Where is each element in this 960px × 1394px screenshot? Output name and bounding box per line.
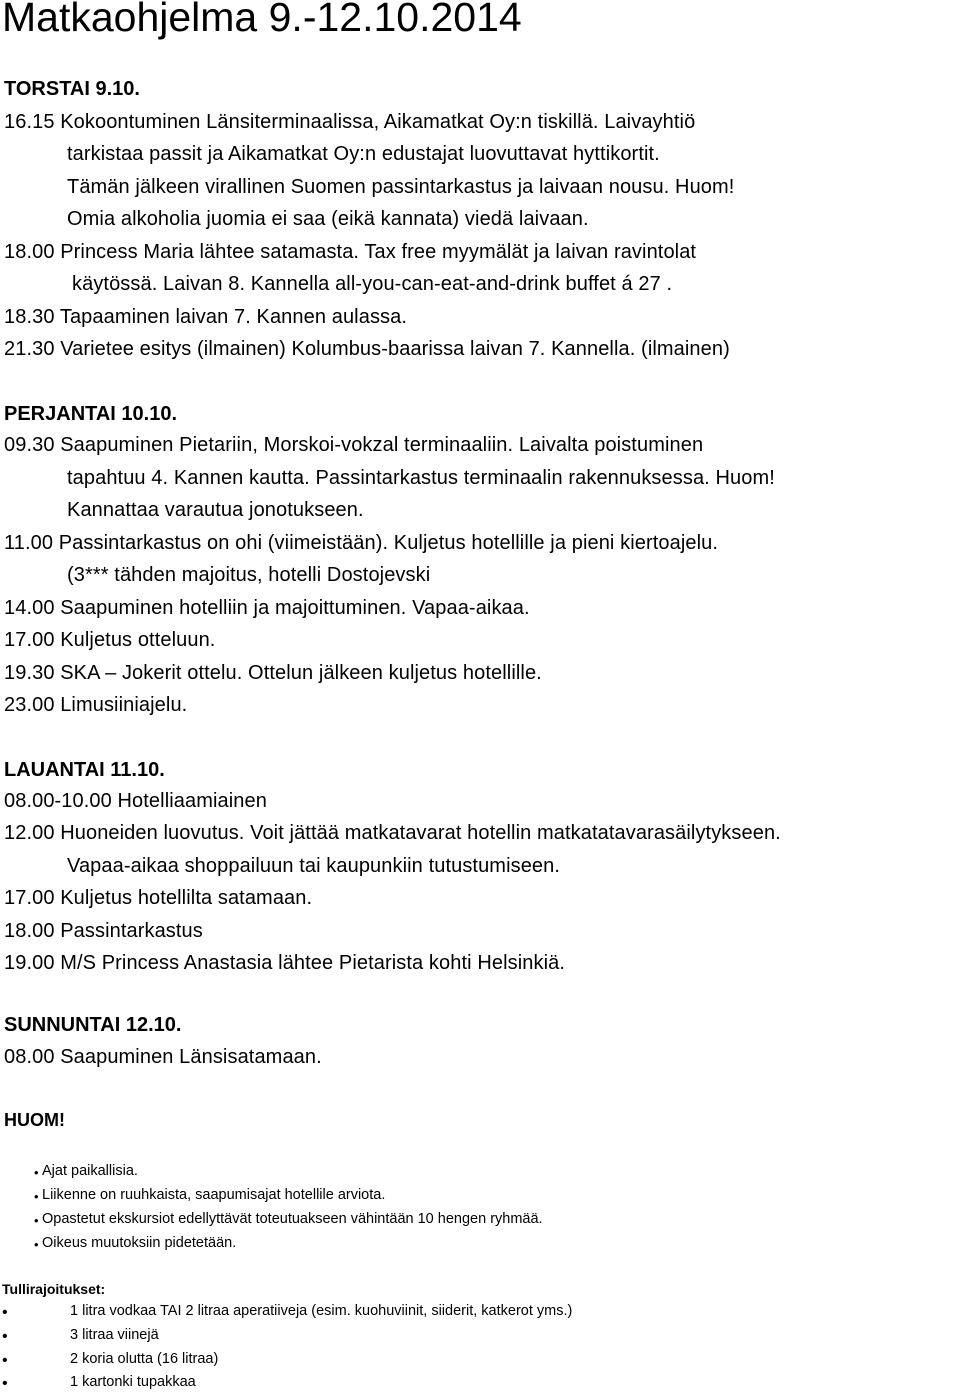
schedule-line: 11.00 Passintarkastus on ohi (viimeistään). Kuljetus hotellille ja pieni kiertoajelu. <box>4 532 719 554</box>
schedule-line: 17.00 Kuljetus otteluun. <box>4 629 216 651</box>
bullet-icon: • <box>2 1352 8 1369</box>
schedule-line: 19.00 M/S Princess Anastasia lähtee Pietarista kohti Helsinkiä. <box>4 952 566 974</box>
bullet-icon: • <box>2 1304 8 1321</box>
note-text: Opastetut ekskursiot edellyttävät toteutuakseen vähintään 10 hengen ryhmää. <box>42 1211 543 1227</box>
note-text: Ajat paikallisia. <box>42 1163 138 1179</box>
bullet-icon: • <box>2 1375 8 1392</box>
schedule-line: Tämän jälkeen virallinen Suomen passintarkastus ja laivaan nousu. Huom! <box>67 176 735 198</box>
schedule-line: 08.00 Saapuminen Länsisatamaan. <box>4 1046 322 1068</box>
day-heading-sunday: SUNNUNTAI 12.10. <box>4 1014 182 1036</box>
schedule-line: 18.30 Tapaaminen laivan 7. Kannen aulassa. <box>4 306 408 328</box>
day-heading-thursday: TORSTAI 9.10. <box>4 78 140 100</box>
schedule-line: 09.30 Saapuminen Pietariin, Morskoi-vokzal terminaaliin. Laivalta poistuminen <box>4 434 704 456</box>
schedule-line: 17.00 Kuljetus hotellilta satamaan. <box>4 887 313 909</box>
schedule-line: (3*** tähden majoitus, hotelli Dostojevski <box>67 564 431 586</box>
schedule-line: 08.00-10.00 Hotelliaamiainen <box>4 790 267 812</box>
schedule-line: 12.00 Huoneiden luovutus. Voit jättää matkatavarat hotellin matkatatavarasäilytykseen. <box>4 822 781 844</box>
day-heading-friday: PERJANTAI 10.10. <box>4 403 178 425</box>
schedule-line: 18.00 Princess Maria lähtee satamasta. Tax free myymälät ja laivan ravintolat <box>4 241 697 263</box>
bullet-icon: • <box>34 1165 39 1180</box>
schedule-line: Vapaa-aikaa shoppailuun tai kaupunkiin tutustumiseen. <box>67 855 561 877</box>
customs-text: 2 koria olutta (16 litraa) <box>70 1351 219 1367</box>
customs-text: 1 kartonki tupakkaa <box>70 1374 196 1390</box>
schedule-line: 21.30 Varietee esitys (ilmainen) Kolumbus-baarissa laivan 7. Kannella. (ilmainen) <box>4 338 730 360</box>
bullet-icon: • <box>34 1213 39 1228</box>
schedule-line: Omia alkoholia juomia ei saa (eikä kannata) viedä laivaan. <box>67 208 589 230</box>
page-title: Matkaohjelma 9.-12.10.2014 <box>2 0 522 40</box>
schedule-line: tarkistaa passit ja Aikamatkat Oy:n edustajat luovuttavat hyttikortit. <box>67 143 660 165</box>
bullet-icon: • <box>2 1328 8 1345</box>
schedule-line: Kannattaa varautua jonotukseen. <box>67 499 364 521</box>
schedule-line: käytössä. Laivan 8. Kannella all-you-can-eat-and-drink buffet á 27 . <box>72 273 673 295</box>
customs-text: 1 litra vodkaa TAI 2 litraa aperatiiveja (esim. kuohuviinit, siiderit, katkerot yms.) <box>70 1303 573 1319</box>
schedule-line: tapahtuu 4. Kannen kautta. Passintarkastus terminaalin rakennuksessa. Huom! <box>67 467 775 489</box>
schedule-line: 16.15 Kokoontuminen Länsiterminaalissa, Aikamatkat Oy:n tiskillä. Laivayhtiö <box>4 111 696 133</box>
notes-heading: HUOM! <box>4 1110 65 1130</box>
note-text: Oikeus muutoksiin pidetetään. <box>42 1235 237 1251</box>
customs-text: 3 litraa viinejä <box>70 1327 159 1343</box>
schedule-line: 23.00 Limusiiniajelu. <box>4 694 188 716</box>
note-text: Liikenne on ruuhkaista, saapumisajat hotellile arviota. <box>42 1187 386 1203</box>
schedule-line: 19.30 SKA – Jokerit ottelu. Ottelun jälkeen kuljetus hotellille. <box>4 662 542 684</box>
schedule-line: 18.00 Passintarkastus <box>4 920 203 942</box>
bullet-icon: • <box>34 1189 39 1204</box>
customs-heading: Tullirajoitukset: <box>2 1281 106 1297</box>
schedule-line: 14.00 Saapuminen hotelliin ja majoittuminen. Vapaa-aikaa. <box>4 597 530 619</box>
bullet-icon: • <box>34 1237 39 1252</box>
day-heading-saturday: LAUANTAI 11.10. <box>4 759 165 781</box>
